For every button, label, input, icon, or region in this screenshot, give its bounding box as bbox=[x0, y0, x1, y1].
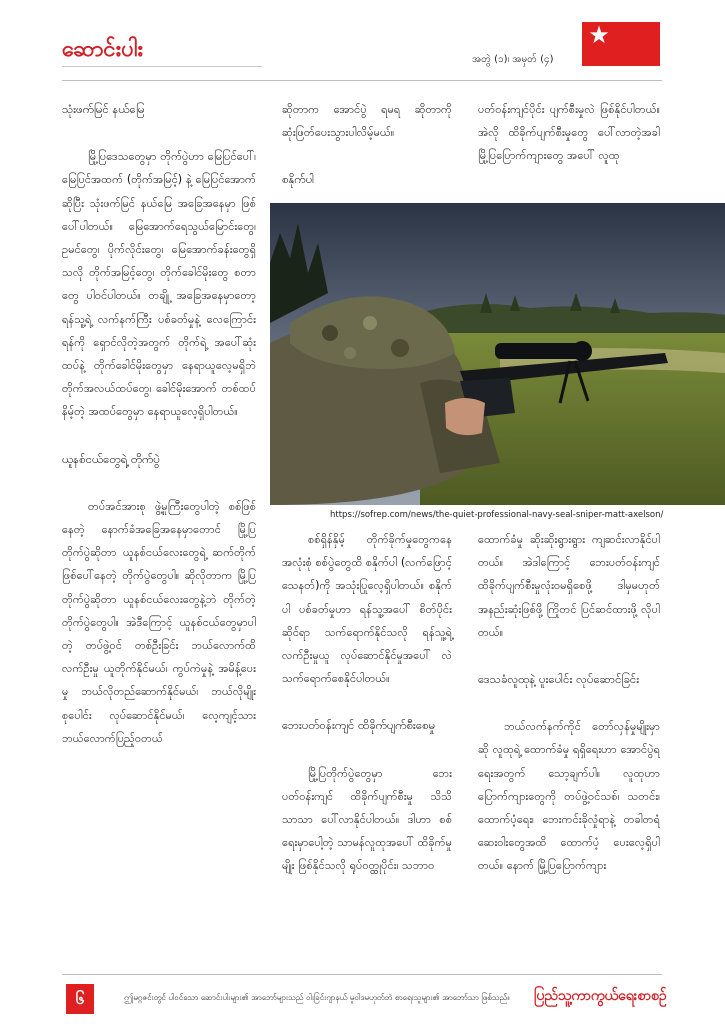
article-paragraph: မြို့ပြတိုက်ပွဲတွေမှာ ဘေးပတ်ဝန်းကျင် ထိခိုက်ပျက်စီးမှု သိသိသာသာ ပေါ်လာနိုင်ပါတယ်။ ဒါဟာ စစ်ရေးမှာပေါ့တဲ့ သာမန်လူထုအပေါ် ထိခိုက်မှုမျိုး ဖြစ်နိုင်သလို ရုပ်ဝတ္ထုပိုင်း၊ သဘာဝ bbox=[282, 766, 452, 873]
sniper-photo-illustration bbox=[270, 203, 725, 505]
header-divider bbox=[62, 80, 662, 81]
column-right-top bbox=[478, 98, 660, 168]
masthead-underline bbox=[62, 66, 262, 67]
footer-disclaimer: ဤမဂ္ဂဇင်းတွင် ပါဝင်သော ဆောင်းပါးများ၏ အာဘော်များသည် ဝါးခြင်းဂျာနယ် မူဝါဒမဟုတ်ဘဲ စာရေးသူများ၏ အာဘော်သာ ဖြစ်သည်။ bbox=[124, 993, 510, 1002]
section-heading: ဒေသခံလူထုနဲ့ ပူးပေါင်း လုပ်ဆောင်ခြင်း bbox=[478, 672, 640, 687]
photo-caption: https://sofrep.com/news/the-quiet-professional-navy-seal-sniper-matt-axelson/ bbox=[330, 510, 664, 520]
masthead: ဆောင်းပါး bbox=[62, 37, 144, 62]
article-paragraph: စစ်ရှိန်နှိမ့် တိုက်ခိုက်မှုတွေကနေ အလုံးစုံ စစ်ပွဲတွေထိ စနိုက်ပါ (လက်ဖြောင့်သေနတ်)ကို အသုံးပြုလေ့ရှိပါတယ်။ စနိုက်ပါ ပစ်ခတ်မှုဟာ ရန်သူ့အပေါ် စိတ်ပိုင်းဆိုင်ရာ သက်ရောက်နိုင်သလို ရန်သူ့ရဲ့ လက်ဦးမှုယူ လုပ်ဆောင်နိုင်မှုအပေါ် လဲသက်ရောက်စေနိုင်ပါတယ်။ bbox=[282, 533, 452, 686]
section-heading: စနိုက်ပါ bbox=[282, 172, 315, 187]
section-heading: သုံးဖက်မြင် နယ်မြေ bbox=[62, 102, 145, 116]
footer-brand: ပြည်သူ့ကာကွယ်ရေးစာစဉ် bbox=[534, 988, 667, 1004]
article-paragraph: ပတ်ဝန်းကျင်ပိုင်း ပျက်စီးမှုလဲ ဖြစ်နိုင်ပါတယ်။ အဲလို ထိခိုက်ပျက်စီးမှုတွေ ပေါ်လာတဲ့အခါ မြို့ပြပြောက်ကျားတွေ အပေါ် လူထု bbox=[478, 103, 660, 163]
column-right-bottom bbox=[478, 528, 660, 878]
footer-divider bbox=[62, 974, 662, 975]
flag-logo bbox=[582, 22, 660, 66]
article-paragraph: မြို့ပြဒေသတွေမှာ တိုက်ပွဲဟာ မြေပြင်ပေါ်၊ မြေပြင်အထက် (တိုက်အမြင့်) နဲ့ မြေပြင်အောက် ဆိုပြီး သုံးဖက်မြင် နယ်မြေ အခြေအနေမှာ ဖြစ်ပေါ်ပါတယ်။ မြေအောက်ရေသွယ်မြောင်းတွေ၊ဥမင်တွေ၊ ပိုက်လိုင်းတွေ၊ မြေအောက်ခန်းတွေရှိသလို တိုက်အမြင့်တွေ၊ တိုက်ခေါင်မိုးတွေ စတာတွေ ပါဝင်ပါတယ်။ တချို့ အခြေအနေမှာတော့ ရန်သူ့ရဲ့ လက်နက်ကြီး ပစ်ခတ်မှုနဲ့ လေကြောင်းရန်ကို ရှောင်လိုတဲ့အတွက် တိုက်ရဲ့ အပေါ်ဆုံးထပ်နဲ့ တိုက်ခေါင်မိုးတွေမှာ နေရာယူလေ့မရှိဘဲ တိုက်အလယ်ထပ်တွေ၊ ခေါင်မိုးအောက် တစ်ထပ်နိမ့်တဲ့ အထပ်တွေမှာ နေရာယူလေ့ရှိပါတယ်။ bbox=[62, 150, 256, 419]
sniper-photo bbox=[270, 203, 725, 505]
star-icon: ★ bbox=[588, 21, 610, 49]
issue-number: အတွဲ (၁)၊ အမှတ် (၄) bbox=[472, 54, 554, 65]
article-paragraph: ထောက်ခံမှု ဆိုးဆိုးရွားရွား ကျဆင်းလာနိုင်ပါတယ်။ အဲဒါကြောင့် ဘေးပတ်ဝန်းကျင် ထိခိုက်ပျက်စီးမှုလုံးဝမရှိစေဖို့ ဒါမှမဟုတ် အနည်းဆုံးဖြစ်ဖို့ ကြိုတင် ပြင်ဆင်ထားဖို့ လိုပါတယ်။ bbox=[478, 533, 660, 639]
page-number: ၆ bbox=[66, 984, 94, 1014]
column-middle-bottom bbox=[282, 528, 452, 878]
section-heading: ယူနစ်ငယ်တွေရဲ့ တိုက်ပွဲ bbox=[62, 451, 160, 466]
article-paragraph: ဆိုတာက အောင်ပွဲ ရမရ ဆိုတာကို ဆုံးဖြတ်ပေးသွားပါလိမ့်မယ်။ bbox=[282, 103, 452, 140]
column-middle-top bbox=[282, 98, 452, 192]
column-left bbox=[62, 98, 256, 750]
article-paragraph: ဘယ်လက်နက်ကိုင် တော်လှန်မှုမျိုးမှာဆို လူထုရဲ့ ထောက်ခံမှု ရရှိရေးဟာ အောင်ပွဲရရေးအတွက် သော့ချက်ပါ။ လူထုဟာ ပြောက်ကျားတွေကို တပ်ဖွဲ့ဝင်သစ်၊ သတင်း၊ ထောက်ပံ့ရေး၊ ဘေးကင်းခိုလှုံရာနဲ့ တခါတရံ ဆေးဝါးတွေအထိ ထောက်ပံ့ ပေးလေ့ရှိပါတယ်။ နောက် မြို့ပြပြောက်ကျား bbox=[478, 720, 660, 873]
section-heading: ဘေးပတ်ဝန်းကျင် ထိခိုက်ပျက်စီးစေမှု bbox=[282, 718, 436, 733]
article-paragraph: တပ်အင်အားစု ဖွဲ့မှုကြီးတွေပါတဲ့ စစ်ဖြစ်နေတဲ့ နောက်ခံအခြေအနေမှာတောင် မြို့ပြတိုက်ပွဲဆိုတာ ယူနစ်ငယ်လေးတွေရဲ့ ဆက်တိုက် ဖြစ်ပေါ်နေတဲ့ တိုက်ပွဲတွေပါ။ ဆိုလိုတာက မြို့ပြ တိုက်ပွဲဆိုတာ ယူနစ်ငယ်လေးတွေနဲ့ဘဲ တိုက်တဲ့ တိုက်ပွဲတွေပါ။ အဲဒီကြောင့် ယူနစ်ငယ်တွေမှာပါတဲ့ တပ်ဖွဲ့ဝင် တစ်ဦးခြင်း ဘယ်လောက်ထိ လက်ဦးမှု ယူတိုက်နိုင်မယ်၊ ကွပ်ကဲမှုနဲ့ အမိန့်ပေးမှု ဘယ်လိုတည်ဆောက်နိုင်မယ်၊ ဘယ်လိုမျိုး စုပေါင်း လုပ်ဆောင်နိုင်မယ်၊ လေ့ကျင့်သား ဘယ်လောက်ပြည့်ဝတယ် bbox=[62, 499, 256, 745]
